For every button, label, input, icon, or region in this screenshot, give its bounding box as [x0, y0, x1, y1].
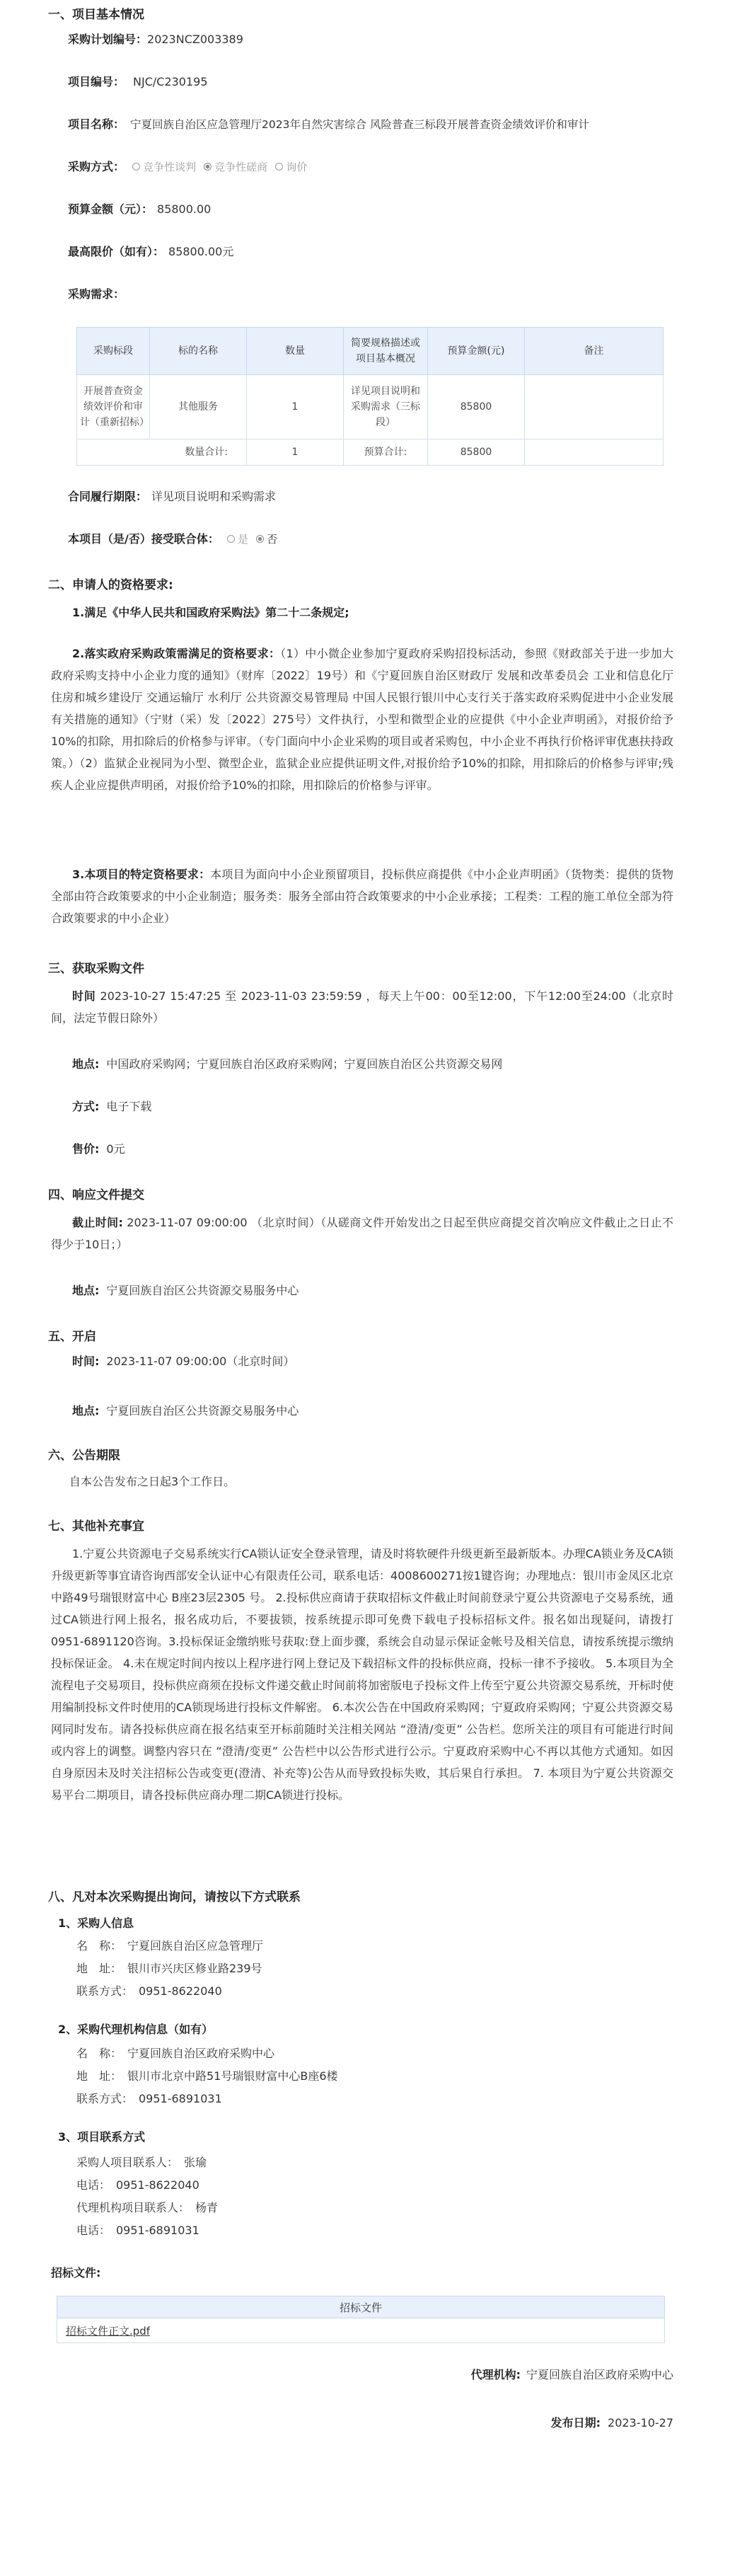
radio-method-2[interactable] — [204, 163, 212, 171]
project-name-row — [68, 116, 705, 133]
requirement-label: 采购需求： — [68, 287, 125, 301]
agency-address: 地 址： 银川市北京中路51号瑞银财富中心B座6楼 — [76, 2069, 338, 2083]
open-place-row — [72, 1403, 299, 1420]
contract-value: 详见项目说明和采购需求 — [151, 490, 277, 503]
qualification-2-text: （1）中小微企业参加宁夏政府采购招投标活动，参照《财政部关于进一步加大政府采购支持中小企业力度的通知》（财库〔2022〕19号）和《宁夏回族自治区财政厅 发展和改革委员会 工业和信息化厅 住房和城乡建设厅 交通运输厅 水利厅 公共资源交易管理局 中国人民银行银川中心支行关于落实政府采购促进中小企业发展有关措施的通知》（宁财（采）发〔2022〕275号）文件执行，小型和微型企业的应提供《中小企业声明函》，对报价给予10%的扣除，用扣除后的价格参与评审。（专门面向中小企业采购的项目或者采购包，中小企业不再执行价格评审优惠扶持政策。）（2）监狱企业视同为小型、微型企业，监狱企业应提供证明文件,对报价给予10%的扣除，用扣除后的价格参与评审;残疾人企业应提供声明函，对报价给予10%的扣除，用扣除后的价格参与评审。 — [51, 647, 673, 792]
agency-phone: 联系方式： 0951-6891031 — [76, 2092, 222, 2105]
cell-quantity: 1 — [247, 375, 344, 439]
cell-budget: 85800 — [428, 375, 525, 439]
cell-lot: 开展普查资金绩效评价和审计（重新招标） — [77, 375, 150, 439]
plan-number-row — [68, 31, 243, 48]
section-6-title: 六、公告期限 — [48, 1449, 120, 1463]
requirement-table — [76, 327, 664, 466]
get-doc-time-value: 2023-10-27 15:47:25 至 2023-11-03 23:59:59 ，每天上午00：00至12:00，下午12:00至24:00（北京时间，法定节假日除外） — [51, 989, 673, 1025]
project-number-value: NJC/C230195 — [133, 75, 208, 88]
project-contact-phone-1: 电话： 0951-8622040 — [76, 2178, 199, 2192]
get-doc-way-row — [72, 1098, 151, 1115]
submit-deadline — [51, 1212, 673, 1255]
consortium-no: 否 — [267, 533, 278, 546]
section-4-title: 四、响应文件提交 — [48, 1188, 144, 1202]
radio-method-3[interactable] — [275, 163, 283, 171]
footer-date — [551, 2415, 673, 2432]
open-time-value: 2023-11-07 09:00:00（北京时间） — [106, 1355, 295, 1368]
get-doc-time-label: 时间 — [72, 989, 96, 1003]
cell-item-name: 其他服务 — [150, 375, 247, 439]
th-item-name: 标的名称 — [150, 328, 247, 375]
purchaser-phone: 联系方式： 0951-8622040 — [76, 1984, 222, 1998]
budget-label: 预算金额（元）： — [68, 202, 153, 216]
method-option-1: 竞争性谈判 — [143, 161, 197, 173]
project-number-row — [68, 74, 208, 91]
footer-agency-label: 代理机构: — [470, 2368, 521, 2381]
footer-agency-value: 宁夏回族自治区政府采购中心 — [526, 2368, 673, 2381]
qualification-2-label: 2.落实政府采购政策需满足的资格要求： — [72, 647, 281, 660]
table-row — [77, 375, 664, 439]
open-time-row — [72, 1353, 294, 1370]
th-quantity: 数量 — [247, 328, 344, 375]
consortium-row — [68, 531, 277, 548]
consortium-label: 本项目（是/否）接受联合体： — [68, 532, 219, 546]
table-total-row — [77, 439, 664, 466]
get-doc-way-value: 电子下载 — [106, 1100, 152, 1113]
plan-number-label: 采购计划编号： — [68, 33, 148, 46]
attachment-row — [57, 2318, 665, 2343]
total-budget-label: 预算合计: — [344, 439, 428, 466]
footer-agency — [471, 2367, 673, 2384]
project-contact-2: 代理机构项目联系人： 杨青 — [76, 2201, 219, 2214]
max-price-row — [68, 243, 233, 260]
notice-period: 自本公告发布之日起3个工作日。 — [69, 1475, 236, 1488]
attachment-header: 招标文件 — [57, 2296, 665, 2318]
project-contact-1: 采购人项目联系人： 张瑜 — [76, 2156, 207, 2169]
footer-date-label: 发布日期: — [550, 2416, 601, 2430]
th-lot: 采购标段 — [77, 328, 150, 375]
get-doc-time — [51, 985, 673, 1029]
budget-value: 85800.00 — [157, 202, 212, 216]
requirement-row — [68, 286, 124, 303]
purchaser-address: 地 址： 银川市兴庆区修业路239号 — [76, 1962, 262, 1975]
purchaser-name: 名 称： 宁夏回族自治区应急管理厅 — [76, 1939, 264, 1953]
section-7-title: 七、其他补充事宜 — [48, 1519, 144, 1534]
qualification-2 — [51, 643, 673, 796]
submit-deadline-label: 截止时间: — [72, 1216, 123, 1229]
purchase-method-label: 采购方式： — [68, 160, 125, 173]
contract-label: 合同履行期限： — [68, 490, 148, 503]
supplementary-text: 1.宁夏公共资源电子交易系统实行CA锁认证安全登录管理，请及时将软硬件升级更新至最新版本。办理CA锁业务及CA锁升级更新等事宜请咨询西部安全认证中心有限责任公司，联系电话：4008600271按1键咨询；办理地点：银川市金凤区北京中路49号瑞银财富中心 B座23层2305 号。 2.投标供应商请于获取招标文件截止时间前登录宁夏公共资源电子交易系统，通过CA锁进行网上报名，报名成功后，不要拔锁，按系统提示即可免费下载电子投标招标文件。报名如出现疑问，请拨打0951-6891120咨询。3.投标保证金缴纳账号获取:登上面步骤，系统会自动显示保证金帐号及相关信息，请按系统提示缴纳投标保证金。 4.未在规定时间内按以上程序进行网上登记及下载招标文件的投标供应商，投标一律不予接收。 5.本项目为全流程电子交易项目，投标供应商须在投标文件递交截止时间前将加密版电子投标文件上传至宁夏公共资源交易系统，开标时使用编制投标文件时使用的CA锁现场进行投标文件解密。 6.本次公告在中国政府采购网；宁夏政府采购网；宁夏公共资源交易网同时发布。请各投标供应商在报名结束至开标前随时关注相关网站 “澄清/变更” 公告栏。您所关注的项目有可能进行时间或内容上的调整。调整内容只在 “澄清/变更” 公告栏中以公告形式进行公示。宁夏政府采购中心不再以其他方式通知。如因自身原因未及时关注招标公告或变更(澄清、补充等)公告从而导致投标失败，其后果自行承担。 7. 本项目为宁夏公共资源交易平台二期项目，请各投标供应商办理二期CA锁进行投标。 — [51, 1547, 674, 1802]
qualification-3 — [51, 863, 673, 929]
submit-place-row — [72, 1282, 299, 1299]
radio-consortium-no[interactable] — [256, 535, 264, 543]
project-contact-title: 3、项目联系方式 — [58, 2130, 146, 2144]
get-doc-price-row — [72, 1141, 125, 1158]
cell-remark — [525, 375, 664, 439]
section-3-title: 三、获取采购文件 — [48, 962, 144, 976]
submit-place-value: 宁夏回族自治区公共资源交易服务中心 — [106, 1284, 299, 1297]
method-option-2: 竞争性磋商 — [214, 161, 268, 173]
max-price-value: 85800.00元 — [168, 245, 234, 258]
cell-spec: 详见项目说明和采购需求（三标段） — [344, 375, 428, 439]
radio-method-1[interactable] — [132, 163, 140, 171]
table-header-row — [77, 328, 664, 375]
attachment-label: 招标文件: — [51, 2266, 101, 2279]
get-doc-place-row — [72, 1056, 502, 1073]
plan-number-value: 2023NCZ003389 — [147, 33, 243, 46]
purchase-method-row — [68, 159, 307, 176]
open-place-label: 地点: — [72, 1404, 100, 1418]
section-5-title: 五、开启 — [48, 1330, 96, 1344]
attachment-file-link[interactable]: 招标文件正文.pdf — [66, 2324, 151, 2338]
method-option-3: 询价 — [286, 161, 308, 173]
qualification-3-text: 本项目为面向中小企业预留项目，投标供应商提供《中小企业声明函》（货物类：提供的货物全部由符合政策要求的中小企业制造；服务类：服务全部由符合政策要求的中小企业承接；工程类：工程的施工单位全部为符合政策要求的中小企业） — [51, 868, 674, 925]
radio-consortium-yes[interactable] — [227, 535, 235, 543]
get-doc-price-value: 0元 — [106, 1142, 125, 1156]
total-budget-value: 85800 — [428, 439, 525, 466]
th-spec: 简要规格描述或项目基本概况 — [344, 328, 428, 375]
section-8-title: 八、凡对本次采购提出询问，请按以下方式联系 — [48, 1890, 301, 1904]
footer-date-value: 2023-10-27 — [608, 2416, 673, 2430]
total-qty-label: 数量合计: — [77, 439, 247, 466]
project-name-label: 项目名称： — [68, 117, 125, 131]
get-doc-way-label: 方式: — [72, 1100, 100, 1113]
contract-row — [68, 488, 276, 505]
section-1-title: 一、项目基本情况 — [48, 8, 144, 22]
open-place-value: 宁夏回族自治区公共资源交易服务中心 — [106, 1404, 299, 1418]
get-doc-price-label: 售价: — [72, 1142, 100, 1156]
open-time-label: 时间: — [72, 1355, 100, 1368]
purchaser-info-title: 1、采购人信息 — [58, 1916, 134, 1930]
section-2-title: 二、申请人的资格要求: — [48, 578, 173, 592]
total-qty-value: 1 — [247, 439, 344, 466]
qualification-3-label: 3.本项目的特定资格要求： — [72, 868, 211, 881]
project-contact-phone-2: 电话： 0951-6891031 — [76, 2224, 199, 2237]
th-remark: 备注 — [525, 328, 664, 375]
agency-info-title: 2、采购代理机构信息（如有） — [58, 2023, 214, 2036]
submit-deadline-value: 2023-11-07 09:00:00 （北京时间）（从磋商文件开始发出之日起至供应商提交首次响应文件截止之日止不得少于10日；） — [51, 1216, 673, 1251]
get-doc-place-label: 地点: — [72, 1057, 100, 1071]
project-number-label: 项目编号： — [68, 75, 125, 88]
total-remark — [525, 439, 664, 466]
submit-place-label: 地点: — [72, 1284, 100, 1297]
qualification-1: 1.满足《中华人民共和国政府采购法》第二十二条规定; — [72, 606, 349, 619]
budget-row — [68, 201, 211, 218]
max-price-label: 最高限价（如有）： — [68, 245, 165, 258]
attachment-table — [57, 2296, 665, 2343]
project-name-value: 宁夏回族自治区应急管理厅2023年自然灾害综合 风险普查三标段开展普查资金绩效评价和审计 — [130, 118, 589, 131]
get-doc-place-value: 中国政府采购网；宁夏回族自治区政府采购网；宁夏回族自治区公共资源交易网 — [106, 1057, 503, 1071]
agency-name: 名 称： 宁夏回族自治区政府采购中心 — [76, 2047, 275, 2060]
consortium-yes: 是 — [237, 533, 248, 546]
th-budget: 预算金额(元) — [428, 328, 525, 375]
